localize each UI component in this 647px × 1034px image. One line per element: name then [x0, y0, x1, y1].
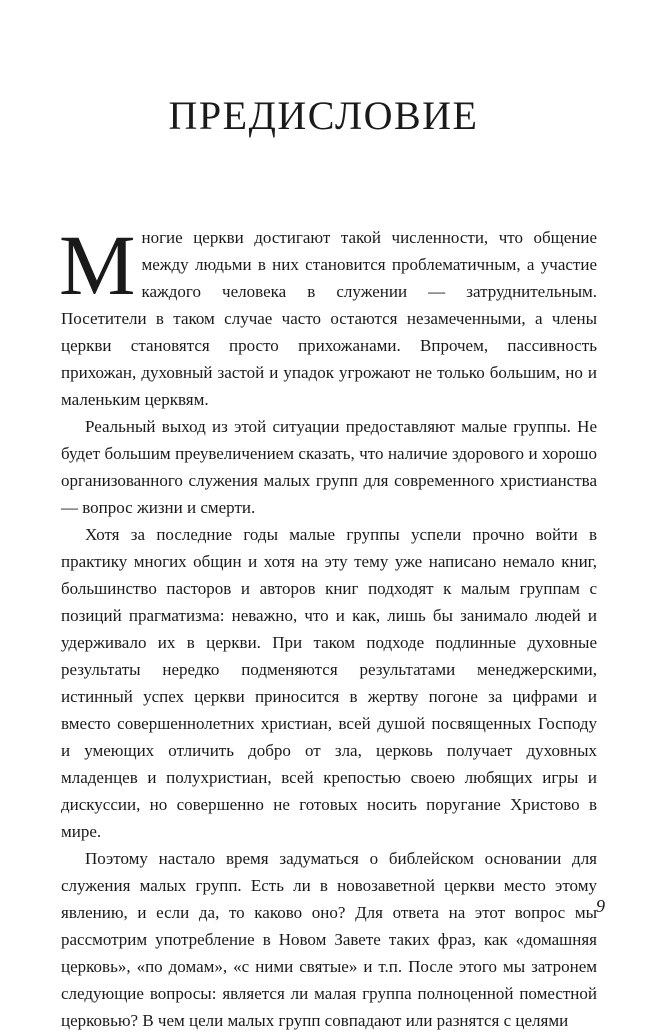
paragraph-1 — [59, 217, 597, 413]
page-number: 9 — [596, 896, 605, 916]
paragraph-2: Реальный выход из этой ситуации предоставляют малые группы. Не будет большим преувеличением сказать, что наличие здорового и хорошо организованного служения малых групп для современного христианства — вопрос жизни и смерти. — [61, 417, 597, 517]
body-text — [59, 217, 597, 1034]
page-title: ПРЕДИСЛОВИЕ — [168, 93, 479, 138]
paragraph-1-text: ногие церкви достигают такой численности, что общение между людьми в них становится проблематичным, а участие каждого человека в служении — затруднительным. Посетители в таком случае часто остаются незамеченными, а члены церкви становятся просто прихожанами. Впрочем, пассивность прихожан, духовный застой и упадок угрожают не только большим, но и маленьким церквям. — [61, 228, 597, 409]
paragraph-4: Поэтому настало время задуматься о библейском основании для служения малых групп. Есть ли в новозаветной церкви место этому явлению, и если да, то каково оно? Для ответа на этот вопрос мы рассмотрим употребление в Новом Завете таких фраз, как «домашняя церковь», «по домам», «с ними святые» и т.п. После этого мы затронем следующие вопросы: является ли малая группа полноценной поместной церковью? В чем цели малых групп совпадают или разнятся с целями — [61, 849, 597, 1030]
drop-cap: М — [59, 217, 136, 313]
paragraph-3: Хотя за последние годы малые группы успели прочно войти в практику многих общин и хотя на эту тему уже написано немало книг, большинство пасторов и авторов книг подходят к малым группам с позиций прагматизма: неважно, что и как, лишь бы занимало людей и удерживало их в церкви. При таком подходе подлинные духовные результаты нередко подменяются результатами менеджерскими, истинный успех церкви приносится в жертву погоне за цифрами и вместо совершеннолетних христиан, всей душой посвященных Господу и умеющих отличить добро от зла, церковь получает духовных младенцев и полухристиан, всей крепостью своею любящих игры и дискуссии, но совершенно не готовых носить поругание Христово в мире. — [61, 525, 597, 841]
